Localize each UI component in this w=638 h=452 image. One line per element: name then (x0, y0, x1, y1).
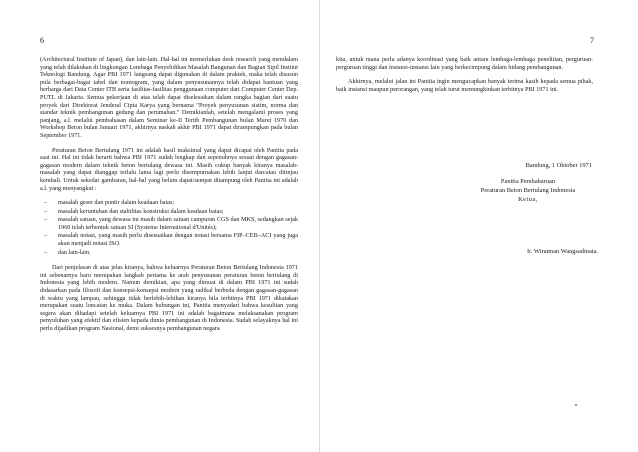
list-item: – masalah geser dan puntir dalam keadaan batas; (58, 199, 298, 207)
committee-name: Panitia Pembaharuan (500, 178, 556, 185)
page-fold (319, 0, 320, 452)
left-page-body (40, 56, 298, 340)
list-item: – masalah satuan, yang dewasa ini masih dalam satuan campuran CGS dan MKS, sedangkan sejak 1960 telah terbentuk satuan SI (Systeme International d'Unités); (58, 216, 298, 231)
left-paragraph-2: Peraturan Beton Bertulang 1971 ini adalah hasil maksimal yang dapat dicapai oleh Panitia pada saat ini. Hal ini tidak berarti bahwa PBI 1971 sudah lengkap dan sepenuhnya sesuai dengan gagasan-gagasan modern dalam teknik beton bertulang dewasa ini. Masih cukup banyak kiranya masalah-masalah yang dapat dianggap terlalu lama lagi perlu disempurnakan lebih lanjut dan/atau ditinjau kembali. Untuk sekedar gambaran, hal-hal yang belum dapat/sempat ditampung oleh Panitia ini adalah a.l. yang menyangkut : (40, 146, 298, 192)
signer-role: Ketua, (518, 196, 538, 203)
right-page-number: 7 (590, 36, 594, 45)
committee-name-continued: Peraturan Beton Bertulang Indonesia (480, 187, 576, 194)
list-item: – masalah notasi, yang masih perlu disesuaikan dengan notasi bersama FIP–CEB–ACI yang juga akan menjadi notasi ISO. (58, 232, 298, 247)
place-date: Bandung, 1 Oktober 1971 (525, 162, 592, 169)
right-paragraph-2: Akhirnya, melalui jalan ini Panitia ingin mengucapkan banyak terima kasih kepada semua pihak, baik instansi maupun perorangan, yang telah turut memungkinkan terbitnya PBI 1971 ini. (336, 78, 593, 93)
list-item: – masalah keruntuhan dan stabilitas konstruksi dalam keadaan batas; (58, 208, 298, 216)
signer-name: Ir. Wiratman Wangsadinata. (526, 248, 598, 255)
list-item: – dan lain-lain. (58, 249, 298, 257)
limitations-list (40, 199, 298, 256)
left-paragraph-3: Dari penjelasan di atas jelas kiranya, bahwa keluarnya Peraturan Beton Bertulang Indonesia 1971 ini sebenarnya baru merupakan langkah pertama ke arah penyusunan peraturan beton bertulang di Indonesia yang lebih modern. Namun demikian, apa yang dimuat di dalam PBI 1971 ini sudah didasarkan pada filosofi dan konsepsi-konsepsi modern yang radikal berbeda dengan gagasan-gagasan di waktu yang lampau, sehingga tidak berlebih-lebihan kiranya bila terbitnya PBI 1971 dikatakan merupakan suatu loncatan ke muka. Dalam hubungan ini, Panitia menyadari bahwa kesulitan yang segera akan dihadapi setelah keluarnya PBI 1971 ini adalah bagaimana melaksanakan program penyuluhan yang efektif dan efisien kepada dunia pembangunan di Indonesia. Sudah selayaknya hal ini perlu dijadikan program Nasional, demi suksesnya pembangunan negara (40, 264, 298, 332)
left-page-number: 6 (40, 36, 44, 45)
right-page-body (336, 56, 593, 100)
signature-block (458, 162, 598, 256)
right-paragraph-1: kita, untuk mana perlu adanya koordinasi yang baik antara lembaga-lembaga penelitian, perguruan-perguruan tinggi dan instansi-instansi lain yang berkecimpung dalam bidang pembangunan. (336, 56, 593, 71)
scan-speck (575, 404, 577, 406)
left-paragraph-1: (Architectural Institute of Japan), dan lain-lain. Hal-hal ini memerlukan desk research yang mendalam yang telah dilakukan di lingkungan Lembaga Penyelidikan Masalah Bangunan dan Bagian Sipil Institut Teknologi Bandung. Agar PBI 1971 langsung dapat digunakan di dalam praktek, maka telah disusun pula berbagai-bagai tabel dan nomogram, yang dalam penyusunannya telah didapat bantuan yang berharga dari Data Center ITB serta fasilitas-fasilitas penggunaan computer dari Computer Center Dep. PUTL di Jakarta. Semua pekerjaan di atas telah dapat diselesaikan dalam rangka bagian dari suatu proyek dari Direktorat Jenderal Cipta Karya yang bernama "Proyek penyusunan sistim, norma dan standar teknik pembangunan gedung dan perumahan." Demikianlah, setelah mengalami proses yang panjang, a.l. melalui pembahasan dalam Seminar ke-II Tertib Pembangunan bulan Maret 1970 dan Workshop Beton bulan Januari 1971, akhirnya naskah akhir PBI 1971 dapat dirampungkan pada bulan September 1971. (40, 56, 298, 139)
